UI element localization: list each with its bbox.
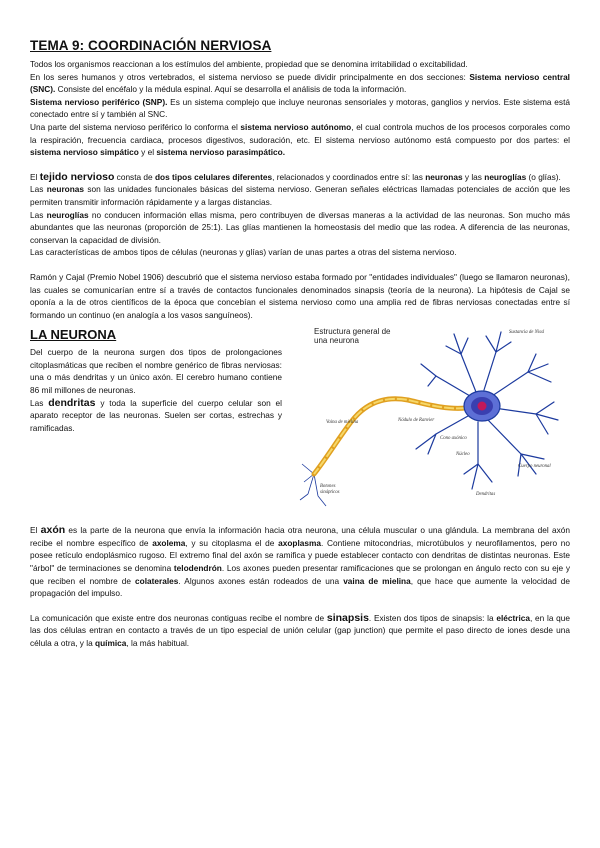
text: (o glías).: [526, 171, 561, 182]
neurona-left-column: [30, 327, 282, 524]
text: son las unidades funcionales básicas del sistema nervioso. Generan señales eléctricas llamadas potenciales de acción que les permiten transmitir información rápidamente y a largas distancias.: [30, 184, 571, 207]
term-parasimpatico: sistema nervioso parasimpático.: [156, 147, 286, 158]
tejido-paragraph-2: [30, 183, 570, 208]
text: Las: [30, 397, 49, 408]
text: . Existen dos tipos de sinapsis: la: [368, 612, 497, 623]
text: , el cual controla muchos de los procesos corporales como la respiración, frecuencia cardiaca, procesos digestivos, sudoración, etc. El sistema nervioso autónomo está compuesto por dos partes: el: [30, 121, 570, 145]
text: . Algunos axones están rodeados de una: [178, 575, 344, 586]
text: . Contiene mitocondrias, microtúbulos y neurofilamentos, pero no posee retículo endoplásmico rugoso. El extremo final del axón se ramifica y puede establecer contacto con dendritas de distintas neuronas. Este "árbol" de terminaciones se denomina: [30, 537, 570, 574]
term-axon: axón: [40, 524, 66, 537]
term-axolema: axolema: [152, 537, 186, 548]
text: y toda la superficie del cuerpo celular son el aparato receptor de las neuronas. Suelen ser cortas, estrechas y ramificadas.: [30, 397, 282, 433]
label-dendritas: Dendritas: [476, 492, 496, 498]
neurona-paragraph-2: [30, 397, 282, 435]
label-nodulo: Nódulo de Ranvier: [398, 418, 435, 424]
axon-paragraph: [30, 524, 570, 600]
tejido-paragraph-4: Las características de ambos tipos de células (neuronas y glías) varían de unas partes a otras del sistema nervioso.: [30, 247, 457, 258]
text: , y su citoplasma el de: [185, 537, 279, 548]
neuron-diagram: [296, 324, 566, 524]
text: es la parte de la neurona que envía la información hacia otra neurona, una célula muscular o una glándula. La membrana del axón recibe el nombre específico de: [30, 525, 570, 548]
page-title: TEMA 9: COORDINACIÓN NERVIOSA: [30, 38, 272, 53]
spacer: [30, 600, 570, 612]
term-autonomo: sistema nervioso autónomo: [240, 121, 352, 132]
term-telodendron: telodendrón: [173, 563, 222, 574]
text: Una parte del sistema nervioso periférico lo conforma el: [30, 121, 241, 132]
term-neuroglias: neuroglías: [484, 171, 527, 182]
label-cuerpo: Cuerpo neuronal: [518, 464, 551, 470]
term-snp: Sistema nervioso periférico (SNP).: [30, 96, 168, 107]
text: En los seres humanos y otros vertebrados, el sistema nervioso se puede dividir principalmente en dos secciones:: [30, 71, 470, 82]
text: El: [30, 171, 40, 182]
term-sinapsis: sinapsis: [326, 611, 369, 624]
text: y las: [462, 171, 485, 182]
term-dendritas: dendritas: [48, 396, 96, 409]
label-botones: Botones sinápticos: [320, 484, 340, 495]
text: , que hace que aumente la velocidad de propagación del impulso.: [30, 575, 570, 599]
text: Las: [30, 184, 47, 195]
section-heading-neurona: LA NEURONA: [30, 327, 117, 343]
term-neuronas: neuronas: [425, 171, 463, 182]
tejido-paragraph-1: [30, 171, 570, 184]
term-quimica: química: [95, 638, 127, 649]
term-neuroglias: neuroglías: [46, 209, 89, 220]
nucleus: [478, 402, 487, 411]
intro-paragraph-2: [30, 71, 570, 96]
neurona-paragraph-1: Del cuerpo de la neurona surgen dos tipos de prolongaciones citoplasmáticas que reciben el nombre genérico de fibras nerviosas: una o más dendritas y un único axón. El cerebro humano contiene 86 mil millones de neuronas.: [30, 347, 282, 396]
text: La comunicación que existe entre dos neuronas contiguas recibe el nombre de: [30, 612, 327, 623]
text: . Los axones pueden presentar ramificaciones que se prolongan en ángulo recto con su eje y que reciben el nombre de: [30, 563, 570, 586]
term-axoplasma: axoplasma: [278, 537, 321, 548]
intro-paragraph-4: [30, 121, 570, 159]
text: El: [30, 525, 41, 536]
term-colaterales: colaterales: [135, 575, 179, 586]
spacer: [30, 159, 570, 171]
text: consta de: [114, 171, 155, 182]
spacer: [30, 259, 570, 271]
document-page: [30, 38, 570, 650]
term-tejido-nervioso: tejido nervioso: [39, 170, 115, 183]
text: Las: [30, 209, 47, 220]
term-dos-tipos: dos tipos celulares diferentes: [154, 171, 273, 182]
term-electrica: eléctrica: [496, 612, 531, 623]
neurona-section: [30, 327, 570, 524]
text: no conducen información ellas misma, pero contribuyen de diversas maneras a la actividad de las neuronas. Son mucho más abundantes que las neuronas (proporción de 25:1). Las glías mantienen la homeostasis del medio que las rodea. A diferencia de las neuronas, conservan la capacidad de división.: [30, 209, 570, 245]
intro-paragraph-1: [30, 58, 570, 71]
text: , en la que las dos células entran en contacto a través de un tipo especial de unión celular (gap junction) que permite el paso directo de iones desde una célula a otra, y la: [30, 612, 570, 649]
figure-title: Estructura general de una neurona: [314, 327, 391, 346]
term-snc: Sistema nervioso central (SNC).: [30, 71, 570, 95]
label-cono: Cono axónico: [440, 436, 467, 442]
text: Todos los organismos reaccionan a los estímulos del ambiente, propiedad que se denomina irritabilidad o excitabilidad.: [30, 59, 468, 69]
term-vaina-mielina: vaina de mielina: [343, 575, 411, 586]
term-simpatico: sistema nervioso simpático: [30, 147, 139, 158]
term-neuronas: neuronas: [46, 184, 85, 195]
text: Consiste del encéfalo y la médula espinal. Aquí se desarrolla el análisis de toda la información.: [55, 84, 407, 95]
text: , la más habitual.: [126, 638, 190, 649]
text: Es un sistema complejo que incluye neuronas sensoriales y motoras, ganglios y nervios. Este sistema está conectado entre sí y también al SNC.: [30, 96, 570, 120]
label-nucleo: Núcleo: [456, 452, 470, 458]
cajal-paragraph: Ramón y Cajal (Premio Nobel 1906) descubrió que el sistema nervioso estaba formado por "entidades individuales" (luego se llamaron neuronas), las cuales se comunicarían entre sí a través de contactos funcionales denominados sinapsis (teoría de la neurona). La hipótesis de Cajal se oponía a la de otros científicos de la época que concebían el sistema nervioso como una amplia red de fibras nerviosas conectadas entre sí formando un continuo (en analogía a los vasos sanguíneos).: [30, 271, 570, 320]
text: y el: [138, 147, 157, 158]
sinapsis-paragraph: [30, 612, 570, 650]
tejido-paragraph-3: [30, 209, 570, 247]
label-vaina: Vaina de mielina: [326, 420, 359, 426]
intro-paragraph-3: [30, 96, 570, 121]
label-nissl: Sustancia de Nissl: [509, 330, 545, 336]
text: , relacionados y coordinados entre sí: las: [272, 171, 426, 182]
